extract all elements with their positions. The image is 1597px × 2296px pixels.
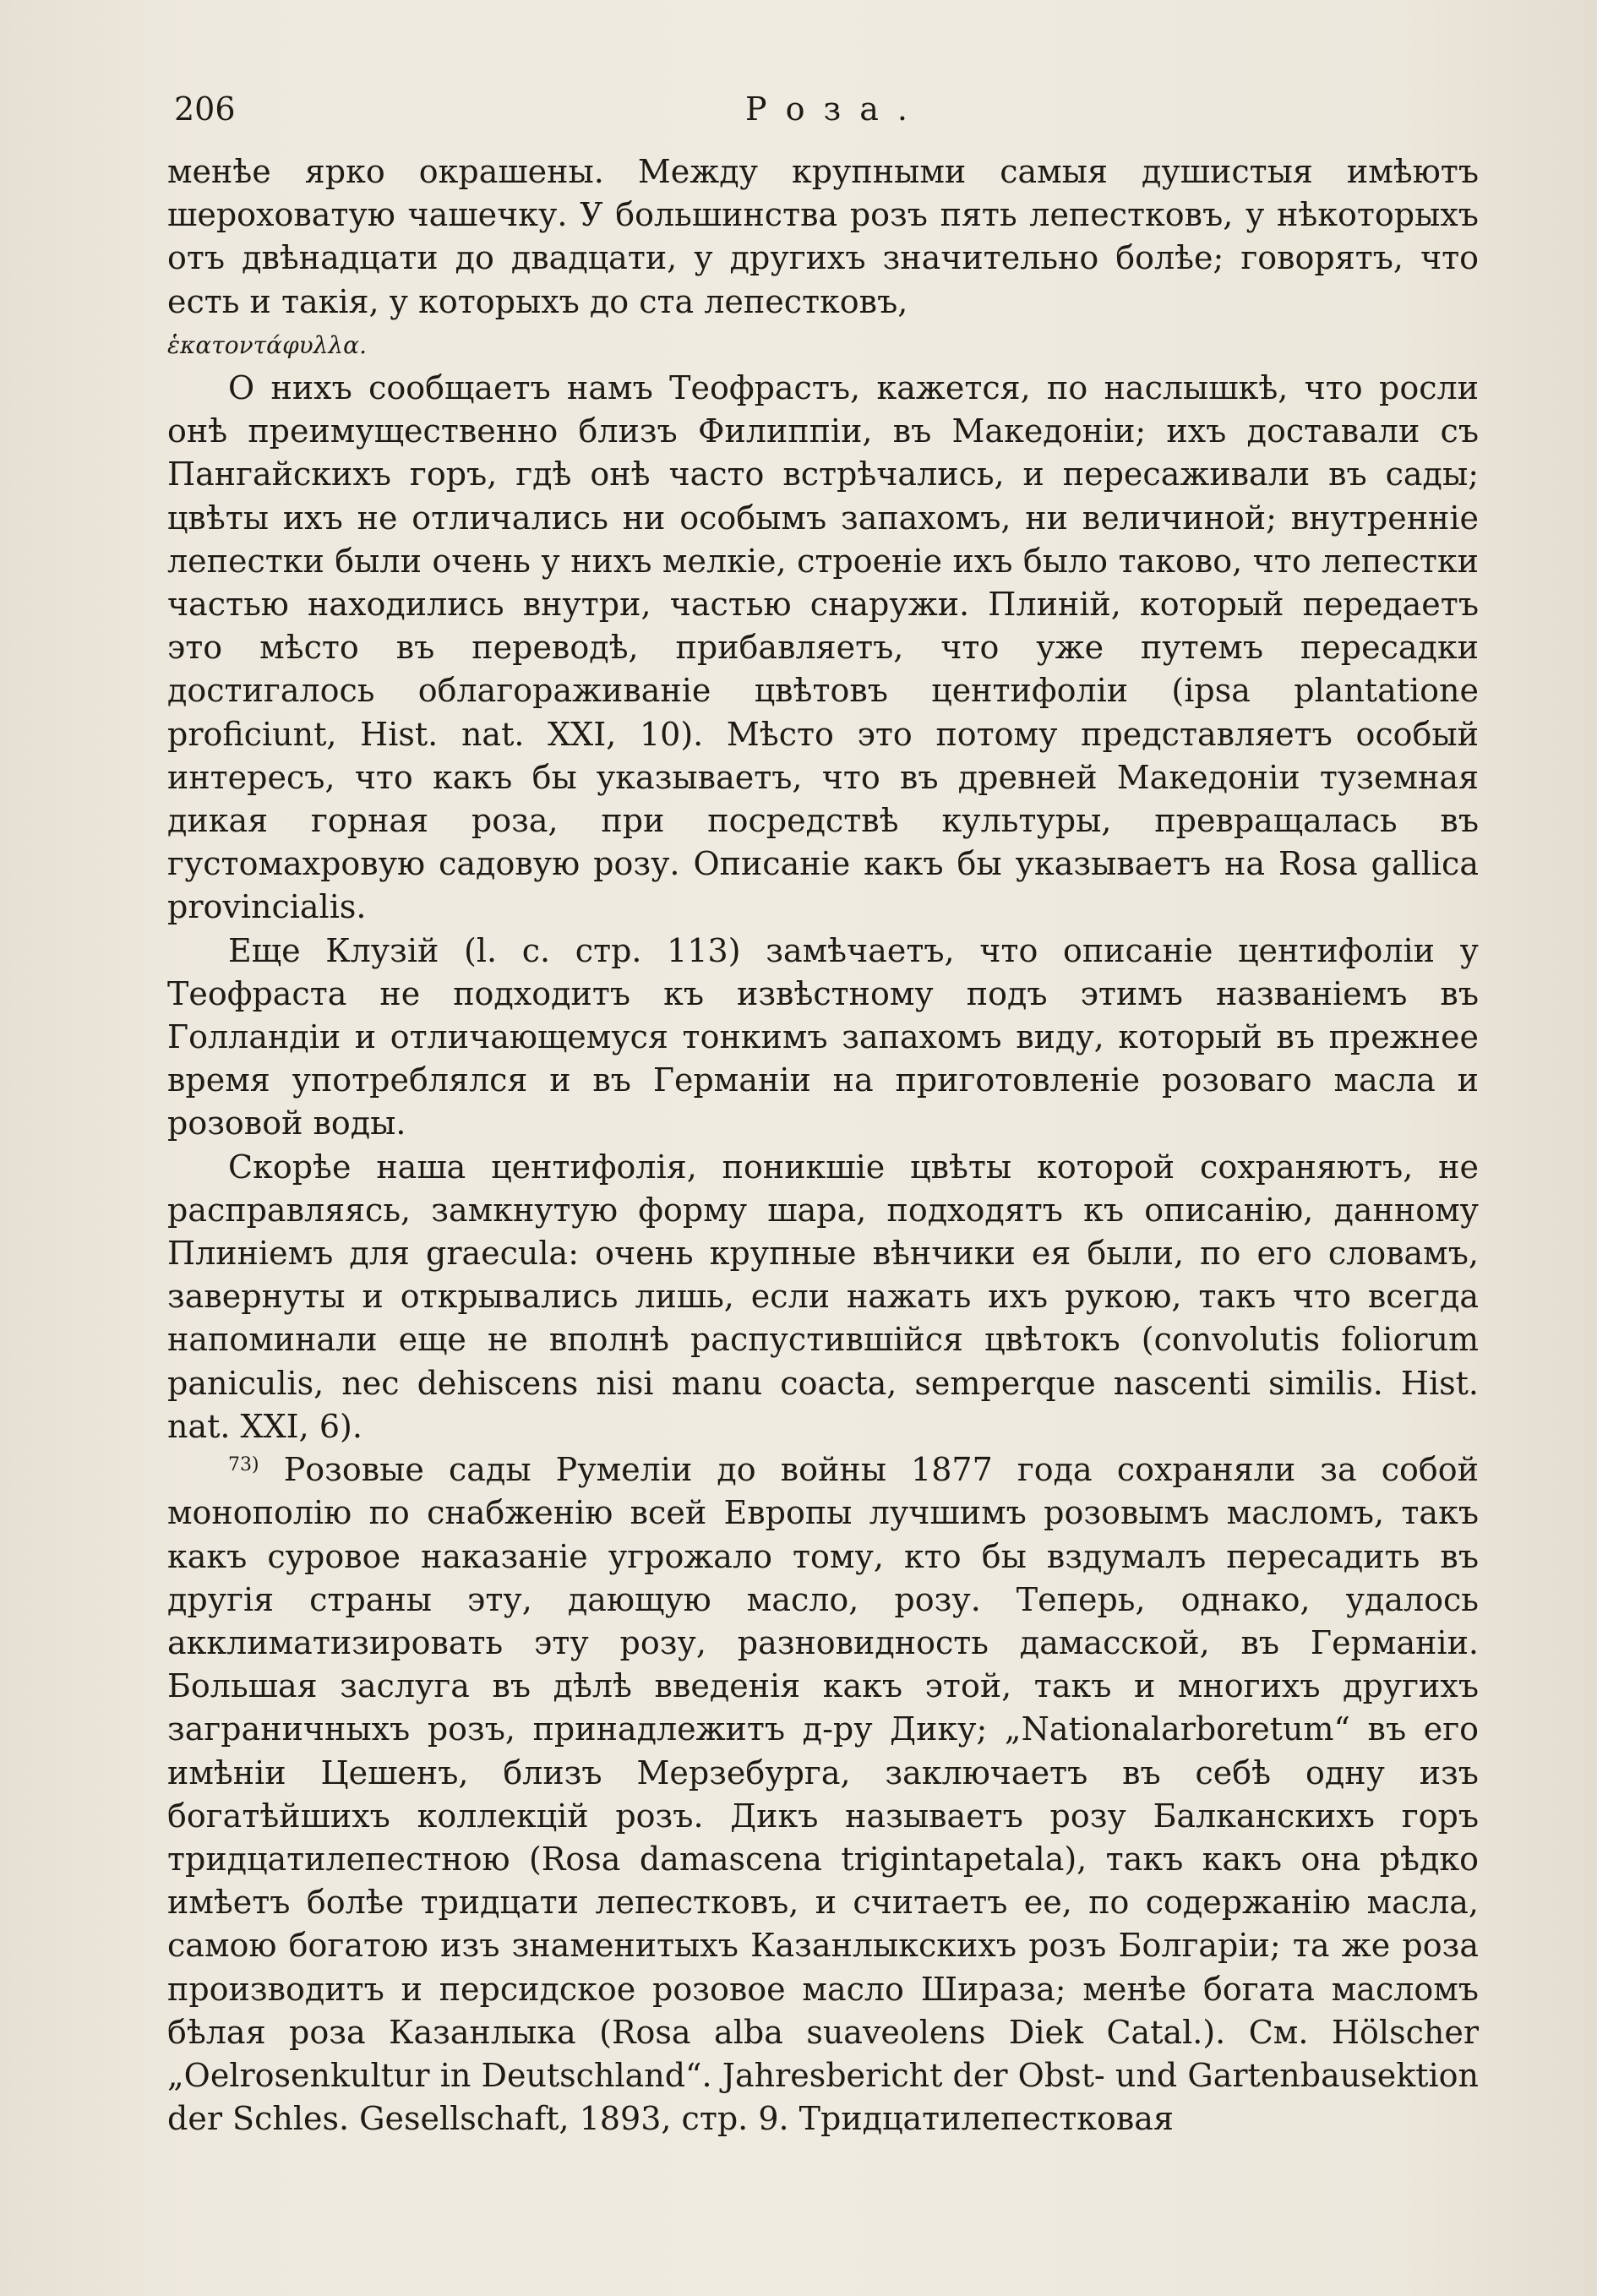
paragraph-centifolia: Скорѣе наша центифолія, поникшіе цвѣты которой сохраняютъ, не расправляясь, замкнутую форму шара, подходятъ къ описанію, данному Плиніемъ для graecula: очень крупные вѣнчики ея были, по его словамъ, завернуты и открывались лишь, если нажать ихъ рукою, такъ что всегда напоминали еще не вполнѣ распустившійся цвѣтокъ (convolutis foliorum paniculis, nec dehiscens nisi manu coacta, semperque nascenti similis. Hist. nat. XXI, 6). [167,1148,1479,1445]
body-text [167,150,1479,2141]
page-number: 206 [174,90,236,128]
paragraph-theophrastus: О нихъ сообщаетъ намъ Теофрастъ, кажется, по наслышкѣ, что росли онѣ преимущественно близъ Филиппіи, въ Македоніи; ихъ доставали съ Пангайскихъ горъ, гдѣ онѣ часто встрѣчались, и пересаживали въ сады; цвѣты ихъ не отличались ни особымъ запахомъ, ни величиной; внутренніе лепестки были очень у нихъ мелкіе, строеніе ихъ было таково, что лепестки частью находились внутри, частью снаружи. Плиній, который передаетъ это мѣсто въ переводѣ, прибавляетъ, что уже путемъ пересадки достигалось облагораживаніе цвѣтовъ центифоліи (ipsa plantatione proficiunt, Hist. nat. XXI, 10). Мѣсто это потому представляетъ особый интересъ, что какъ бы указываетъ, что въ древней Македоніи туземная дикая горная роза, при посредствѣ культуры, превращалась въ густомахровую садовую розу. Описаніе какъ бы указываетъ на Rosa gallica provincialis. [167,369,1479,926]
paragraph-clusius: Еще Клузій (l. c. стр. 113) замѣчаетъ, что описаніе центифоліи у Теофраста не подходитъ къ извѣстному подъ этимъ названіемъ въ Голландіи и отличающемуся тонкимъ запахомъ виду, который въ прежнее время употреблялся и въ Германіи на приготовленіе розоваго масла и розовой воды. [167,931,1479,1143]
paragraph-continuation [167,150,1479,367]
running-title: Роза. [745,90,926,128]
greek-term: ἑκατοντάφυλλα. [167,330,367,359]
paragraph-text: менѣе ярко окрашены. Между крупными самыя душистыя имѣютъ шероховатую чашечку. У большинства розъ пять лепестковъ, у нѣкоторыхъ отъ двѣнадцати до двадцати, у другихъ значительно болѣе; говорятъ, что есть и такія, у которыхъ до ста лепестковъ, [167,153,1479,320]
footnote-marker: 73) [228,1454,259,1476]
paragraph-footnote-73 [167,1448,1479,2141]
page-header [174,88,1479,130]
paragraph-text: Розовые сады Румеліи до войны 1877 года сохраняли за собой монополію по снабженію всей Европы лучшимъ розовымъ масломъ, такъ какъ суровое наказаніе угрожало тому, кто бы вздумалъ пересадить въ другія страны эту, дающую масло, розу. Теперь, однако, удалось акклиматизировать эту розу, разновидность дамасской, въ Германіи. Большая заслуга въ дѣлѣ введенія какъ этой, такъ и многихъ другихъ заграничныхъ розъ, принадлежитъ д-ру Дику; „Nationalarboretum“ въ его имѣніи Цешенъ, близъ Мерзебурга, заключаетъ въ себѣ одну изъ богатѣйшихъ коллекцій розъ. Дикъ называетъ розу Балканскихъ горъ тридцатилепестною (Rosa damascena trigintapetala), такъ какъ она рѣдко имѣетъ болѣе тридцати лепестковъ, и считаетъ ее, по содержанію масла, самою богатою изъ знаменитыхъ Казанлыкскихъ розъ Болгаріи; та же роза производитъ и персидское розовое масло Шираза; менѣе богата масломъ бѣлая роза Казанлыка (Rosa alba suaveolens Diek Catal.). См. Hölscher „Oelrosenkultur in Deutschland“. Jahresbericht der Obst- und Gartenbausektion der Schles. Gesellschaft, 1893, стр. 9. Тридцатилепестковая [167,1451,1479,2138]
